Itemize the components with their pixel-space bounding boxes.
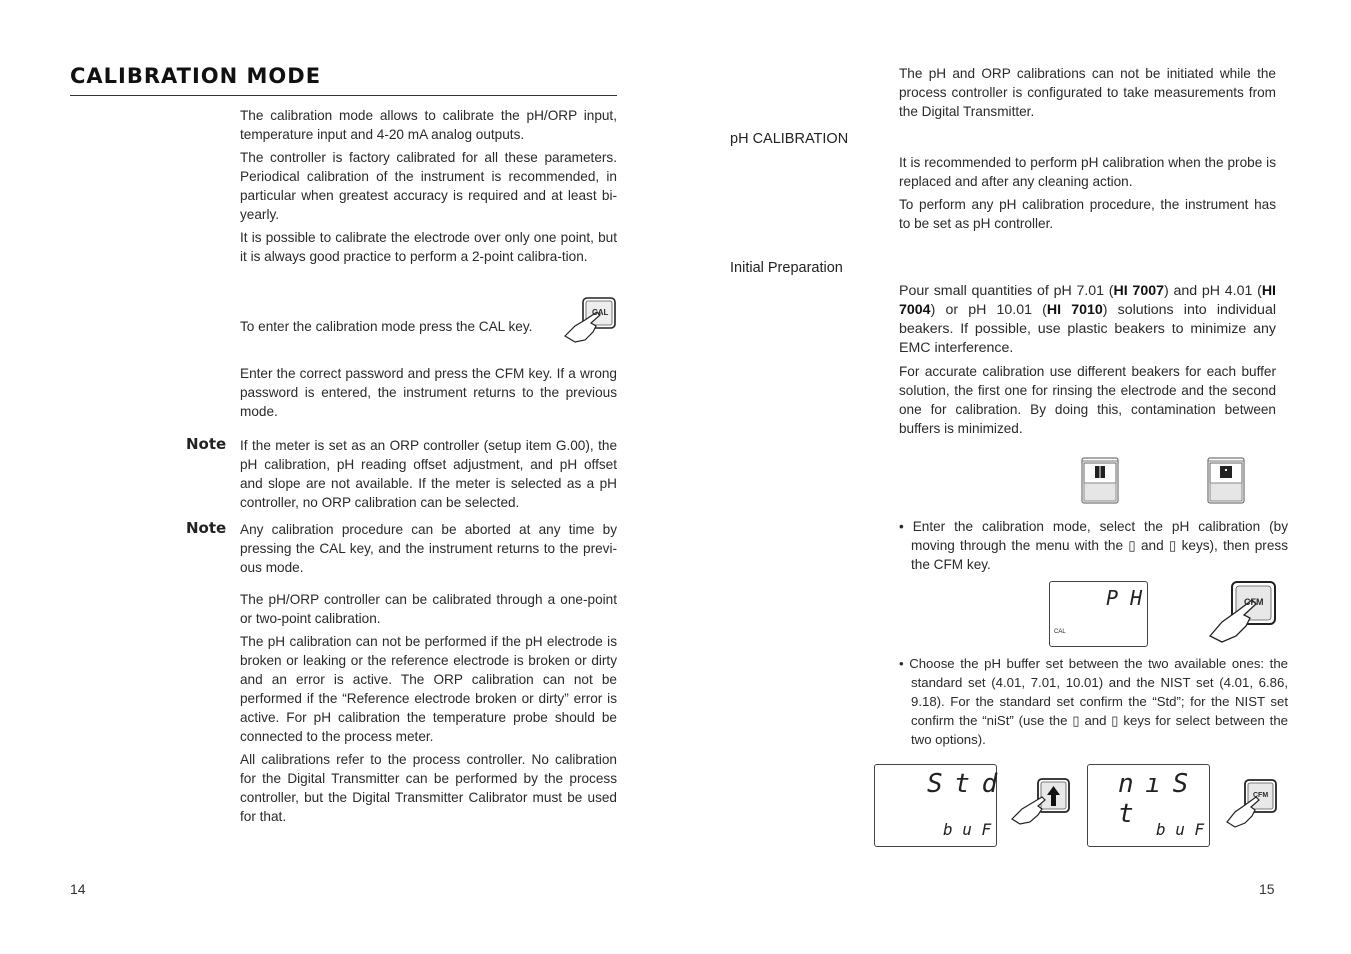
enter-cal-text: To enter the calibration mode press the CAL key. — [240, 319, 533, 334]
intro-section — [240, 106, 617, 270]
ph-calibration-heading: pH CALIBRATION — [730, 131, 849, 147]
note-label: Note — [186, 435, 227, 453]
lcd-buf-text: b u F — [943, 820, 992, 839]
hand-press-icon — [1208, 580, 1278, 646]
lcd-display-nist — [1087, 764, 1210, 847]
initial-preparation-heading: Initial Preparation — [730, 260, 843, 276]
beaker-illustration — [1207, 456, 1245, 504]
body-paragraph: The pH calibration can not be performed if the pH electrode is broken or leaking or the reference electrode is broken or dirty and an error is active. The ORP calibration can not be performed if the “Reference electrode broken or dirty” error is active. For pH calibration the temperature probe should be connected to the process meter. — [240, 634, 617, 744]
beaker-icon — [1207, 456, 1245, 504]
top-paragraph: The pH and ORP calibrations can not be initiated while the process controller is configurated to take measurements from the Digital Transmitter. — [899, 66, 1276, 119]
password-text: Enter the correct password and press the CFM key. If a wrong password is entered, the instrument returns to the previous mode. — [240, 366, 617, 419]
beaker-illustration — [1081, 456, 1119, 504]
ph-cal-paragraph: It is recommended to perform pH calibration when the probe is replaced and after any cleaning action. — [899, 155, 1276, 189]
buffer-code: HI 7004 — [899, 283, 1276, 318]
body-paragraph: All calibrations refer to the process controller. No calibration for the Digital Transmitter can be performed by the process controller, but the Digital Transmitter Calibrator must be used for that. — [240, 752, 617, 824]
cal-key-label: CAL — [592, 308, 609, 317]
note-label: Note — [186, 519, 227, 537]
ph-cal-paragraph: To perform any pH calibration procedure, the instrument has to be set as pH controller. — [899, 197, 1276, 231]
cfm-key-label: CFM — [1244, 597, 1264, 607]
lcd-nist-text: n ı S t — [1118, 769, 1187, 829]
beaker-icon — [1081, 456, 1119, 504]
body-section — [240, 590, 617, 830]
hand-press-icon — [1225, 778, 1279, 830]
intro-paragraph: The controller is factory calibrated for all these parameters. Periodical calibration of the instrument is recommended, in particular when greatest accuracy is required and at least bi-yearly. — [240, 150, 617, 222]
page-number-left: 14 — [70, 881, 86, 897]
cfm-key-illustration — [1208, 580, 1278, 646]
up-key-illustration — [1010, 777, 1072, 827]
lcd-std-text: S t d — [927, 769, 996, 799]
lcd-display-ph — [1049, 581, 1148, 647]
cal-key-illustration — [563, 296, 619, 346]
pour-paragraph: Pour small quantities of pH 7.01 (HI 7007) and pH 4.01 (HI 7004) or pH 10.01 (HI 7010) solutions into individual beakers. If possible, use plastic beakers to minimize any EMC interference. — [899, 283, 1276, 356]
lcd-cal-indicator: CAL — [1054, 629, 1066, 635]
page-title: CALIBRATION MODE — [70, 64, 322, 88]
note-text: If the meter is set as an ORP controller (setup item G.00), the pH calibration, pH reading offset adjustment, and pH offset and slope are not available. If the meter is selected as a pH controller, no ORP calibration can be selected. — [240, 438, 617, 510]
note-text: Any calibration procedure can be aborted at any time by pressing the CAL key, and the instrument returns to the previ-ous mode. — [240, 522, 617, 575]
intro-paragraph: The calibration mode allows to calibrate the pH/ORP input, temperature input and 4-20 mA analog outputs. — [240, 108, 617, 142]
buffer-code: HI 7010 — [1046, 302, 1103, 318]
hand-press-icon — [563, 296, 619, 346]
lcd-ph-text: P H — [1106, 586, 1143, 610]
title-rule — [70, 95, 617, 96]
up-arrow-icon — [1010, 777, 1072, 827]
cfm-key-illustration — [1225, 778, 1279, 830]
page-number-right: 15 — [1259, 881, 1275, 897]
cfm-key-label: CFM — [1253, 792, 1269, 799]
buffer-code: HI 7007 — [1113, 283, 1164, 299]
lcd-buf-text: b u F — [1156, 820, 1205, 839]
step-bullet: • Enter the calibration mode, select the pH calibration (by moving through the menu with the ▯ and ▯ keys), then press the CFM key. — [899, 519, 1288, 572]
step-bullet: • Choose the pH buffer set between the two available ones: the standard set (4.01, 7.01, 10.01) and the NIST set (4.01, 6.86, 9.18). For the standard set confirm the “Std”; for the NIST set confirm the “niSt” (use the ▯ and ▯ keys for select between the two options). — [899, 656, 1288, 747]
ph-cal-section — [899, 153, 1276, 237]
body-paragraph: The pH/ORP controller can be calibrated through a one-point or two-point calibration. — [240, 592, 617, 626]
accurate-paragraph: For accurate calibration use different beakers for each buffer solution, the first one for rinsing the electrode and the second one for calibration. By doing this, contamination between buffers is minimized. — [899, 364, 1276, 436]
intro-paragraph: It is possible to calibrate the electrode over only one point, but it is always good practice to perform a 2-point calibra-tion. — [240, 230, 617, 264]
lcd-display-std — [874, 764, 997, 847]
